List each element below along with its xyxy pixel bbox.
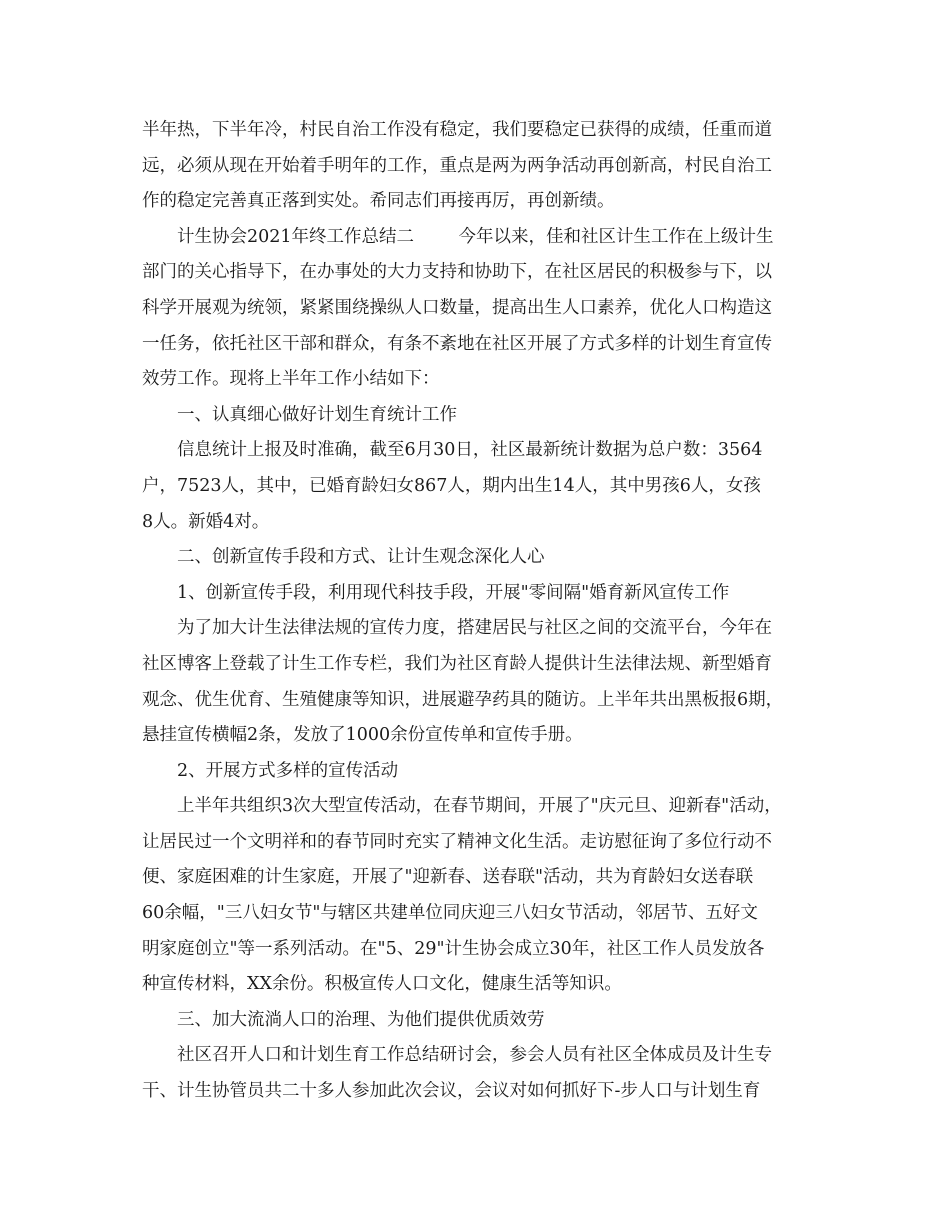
text-line: 2、开展方式多样的宣传活动: [177, 760, 399, 781]
text-line: 让居民过一个文明祥和的春节同时充实了精神文化生活。走访慰征询了多位行动不: [142, 831, 772, 852]
text-line: 社区召开人口和计划生育工作总结研讨会，参会人员有社区全体成员及计生专: [177, 1045, 772, 1066]
text-line: 悬挂宣传横幅2条，发放了1000余份宣传单和宣传手册。: [142, 725, 583, 746]
text-line: 8人。新婚4对。: [142, 511, 270, 532]
text-line: 部门的关心指导下，在办事处的大力支持和协助下，在社区居民的积极参与下，以: [142, 262, 772, 283]
text-line: 一任务，依托社区干部和群众，有条不紊地在社区开展了方式多样的计划生育宣传: [142, 333, 772, 354]
text-line: 一、认真细心做好计划生育统计工作: [177, 404, 457, 425]
text-line: 上半年共组织3次大型宣传活动，在春节期间，开展了"庆元旦、迎新春"活动，: [177, 796, 782, 817]
text-line: 作的稳定完善真正落到实处。希同志们再接再厉，再创新绩。: [142, 191, 615, 212]
text-line: 计生协会2021年终工作总结二 今年以来，佳和社区计生工作在上级计生: [177, 226, 774, 247]
text-line: 信息统计上报及时准确，截至6月30日，社区最新统计数据为总户数：3564: [177, 440, 763, 461]
text-line: 为了加大计生法律法规的宣传力度，搭建居民与社区之间的交流平台，今年在: [177, 618, 772, 639]
text-line: 户，7523人，其中，已婚育龄妇女867人，期内出生14人，其中男孩6人，女孩: [142, 475, 761, 496]
text-line: 三、加大流淌人口的治理、为他们提供优质效劳: [177, 1009, 545, 1030]
text-line: 科学开展观为统领，紧紧围绕操纵人口数量，提高出生人口素养，优化人口构造这: [142, 297, 772, 318]
text-line: 1、创新宣传手段，利用现代科技手段，开展"零间隔"婚育新风宣传工作: [177, 582, 730, 603]
text-line: 社区博客上登载了计生工作专栏，我们为社区育龄人提供计生法律法规、新型婚育: [142, 653, 772, 674]
text-line: 便、家庭困难的计生家庭，开展了"迎新春、送春联"活动，共为育龄妇女送春联: [142, 867, 754, 888]
text-line: 半年热，下半年冷，村民自治工作没有稳定，我们要稳定已获得的成绩，任重而道: [142, 120, 772, 140]
text-line: 二、创新宣传手段和方式、让计生观念深化人心: [177, 547, 545, 568]
text-line: 种宣传材料，XX余份。积极宣传人口文化，健康生活等知识。: [142, 974, 622, 995]
text-line: 干、计生协管员共二十多人参加此次会议，会议对如何抓好下-步人口与计划生育: [142, 1081, 761, 1102]
text-line: 60余幅，"三八妇女节"与辖区共建单位同庆迎三八妇女节活动，邻居节、五好文: [142, 903, 758, 924]
document-body: [142, 113, 832, 1110]
text-line: 效劳工作。现将上半年工作小结如下：: [142, 369, 440, 390]
text-line: 观念、优生优育、生殖健康等知识，进展避孕药具的随访。上半年共出黑板报6期，: [142, 689, 784, 710]
text-line: 远，必须从现在开始着手明年的工作，重点是两为两争活动再创新高，村民自治工: [142, 155, 772, 176]
text-line: 明家庭创立"等一系列活动。在"5、29"计生协会成立30年，社区工作人员发放各: [142, 938, 765, 959]
